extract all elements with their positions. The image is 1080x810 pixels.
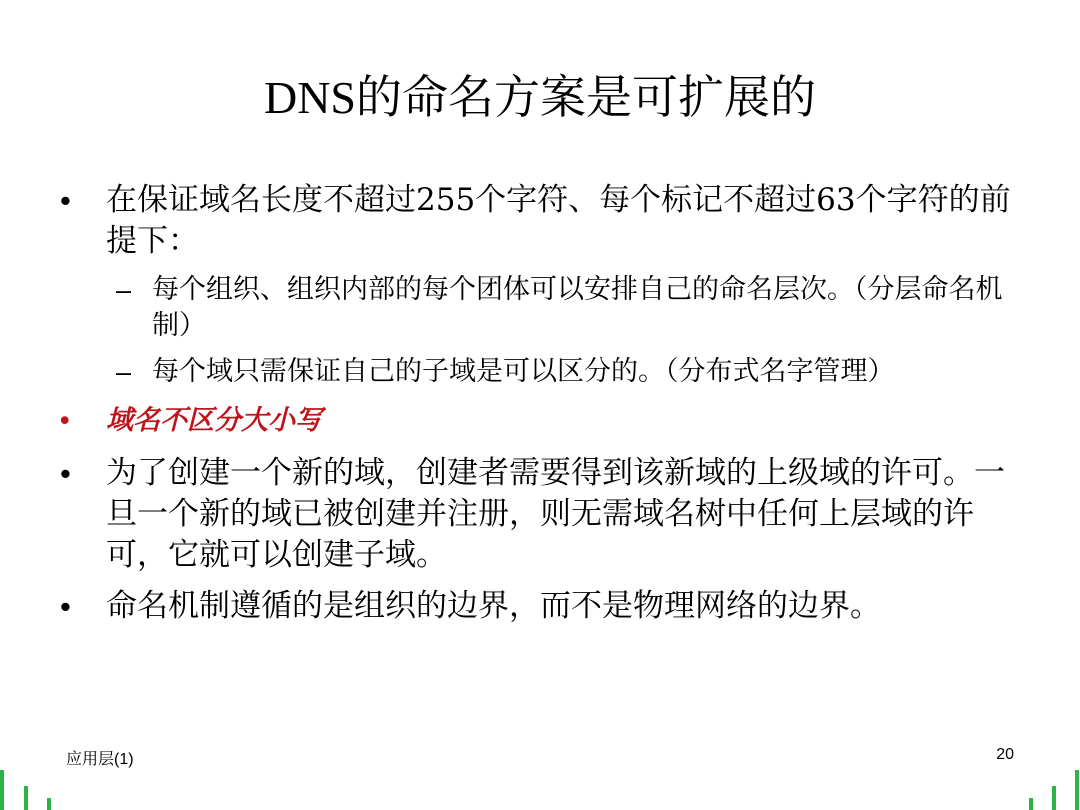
slide-title: DNS的命名方案是可扩展的 <box>263 72 817 123</box>
bullet-marker: • <box>60 589 71 624</box>
decorative-bar <box>1052 786 1056 810</box>
bullet-item <box>60 453 1030 576</box>
dash-marker: – <box>116 275 132 305</box>
sub-bullet-item <box>60 354 1030 390</box>
sub-bullet-item <box>60 272 1030 344</box>
bullet-text: 命名机制遵循的是组织的边界，而不是物理网络的边界。 <box>106 588 881 624</box>
bullet-marker: • <box>60 405 70 435</box>
sub-bullet-text: 每个域只需保证自己的子域是可以区分的。（分布式名字管理） <box>152 356 895 387</box>
bullet-text: 为了创建一个新的域，创建者需要得到该新域的上级域的许可。一旦一个新的域已被创建并注册，则无需域名树中任何上层域的许可，它就可以创建子域。 <box>106 455 1005 573</box>
page-number: 20 <box>996 746 1014 763</box>
bullet-item <box>60 586 1030 627</box>
highlight-bullet-text: 域名不区分大小写 <box>106 405 322 436</box>
decorative-bar <box>1075 770 1079 810</box>
decorative-bar <box>0 770 4 810</box>
highlight-bullet-item <box>60 400 1030 441</box>
slide-content <box>60 180 1030 637</box>
bullet-item <box>60 180 1030 262</box>
footer-section-label: 应用层(1) <box>66 751 134 768</box>
decorative-bar <box>1029 798 1033 810</box>
bullet-text: 在保证域名长度不超过255个字符、每个标记不超过63个字符的前提下： <box>106 182 1011 259</box>
dash-marker: – <box>116 357 132 387</box>
bullet-marker: • <box>60 183 71 218</box>
bullet-marker: • <box>60 456 71 491</box>
sub-bullet-text: 每个组织、组织内部的每个团体可以安排自己的命名层次。（分层命名机制） <box>152 274 1003 341</box>
decorative-bar <box>24 786 28 810</box>
decorative-bar <box>47 798 51 810</box>
